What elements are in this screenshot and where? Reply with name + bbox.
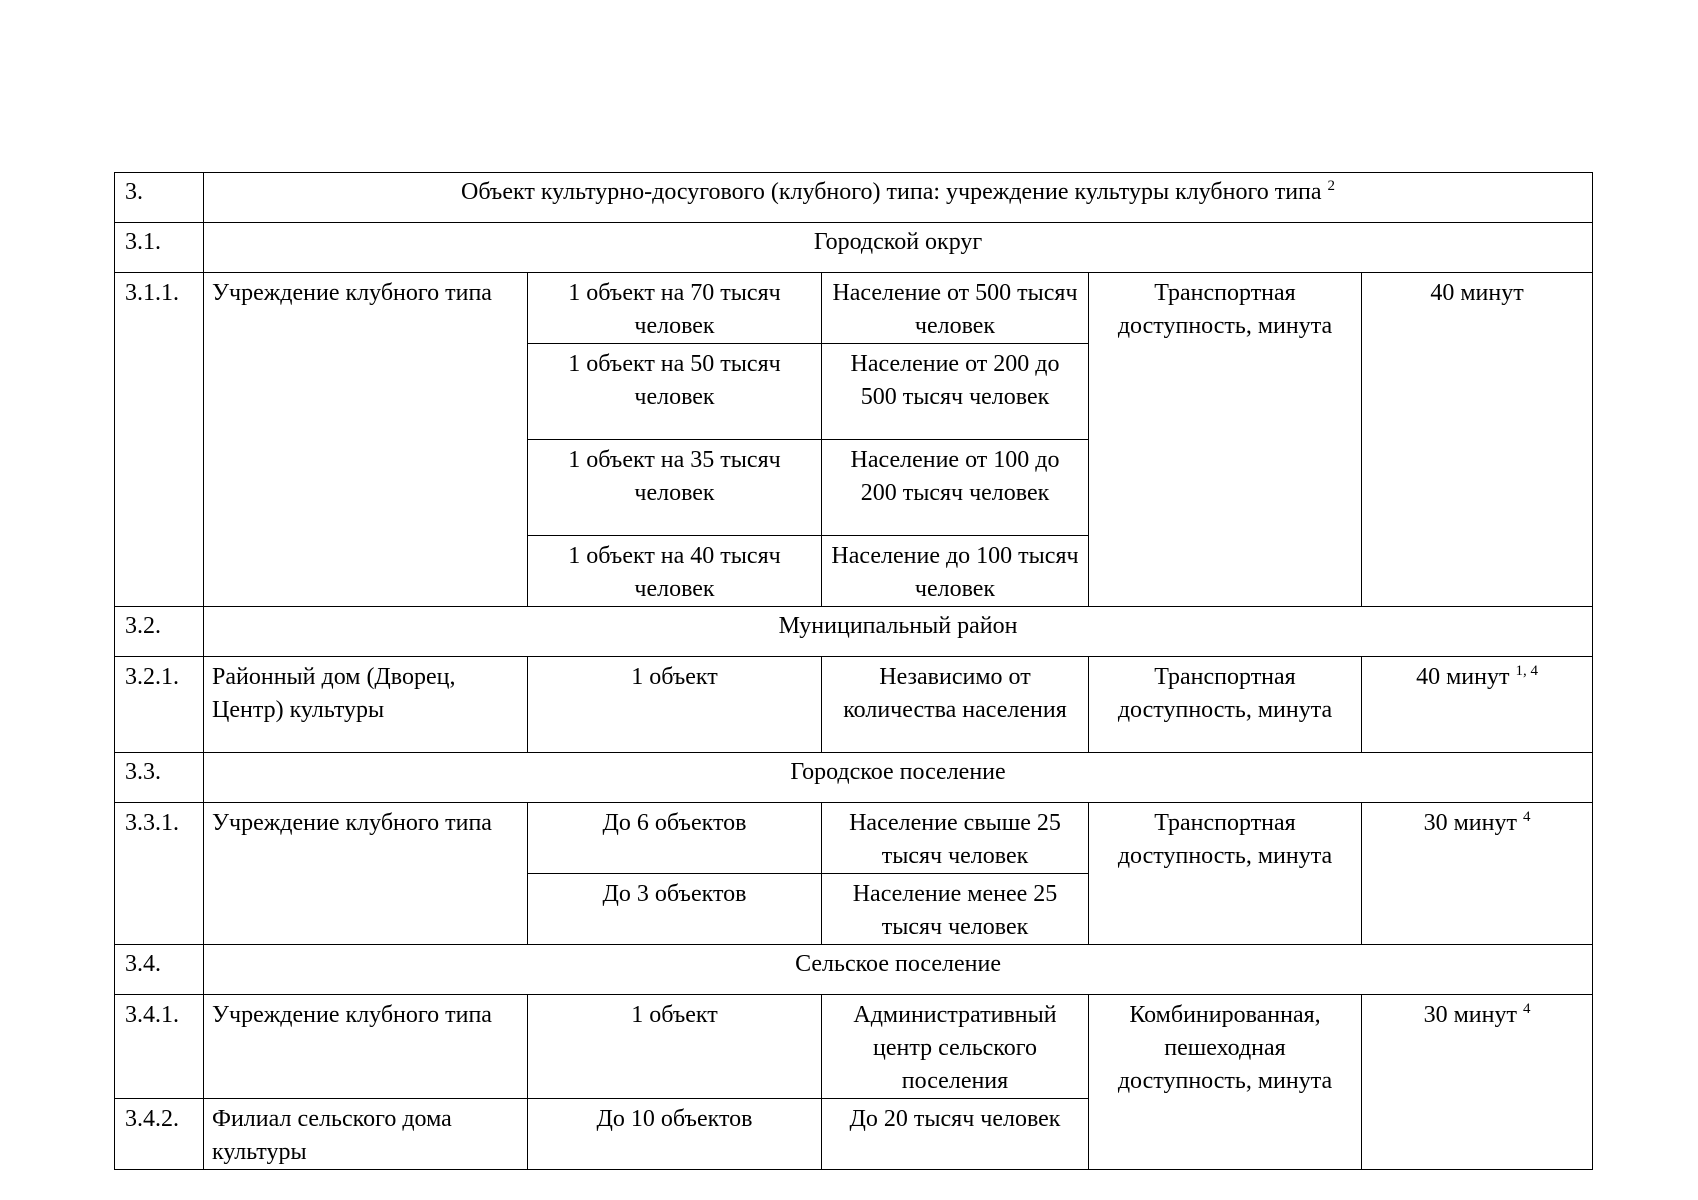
section-title-footnote: 2: [1327, 178, 1336, 194]
item-time-cell: [1362, 803, 1593, 945]
item-name: Филиал сельского дома культуры: [204, 1099, 528, 1170]
item-norm: До 6 объектов: [528, 803, 822, 874]
standards-table: [114, 172, 1593, 1170]
item-norm: 1 объект на 70 тысяч человек: [528, 273, 822, 344]
item-time: 30 минут: [1423, 810, 1517, 836]
section-number: 3.: [115, 173, 204, 223]
section-header-row: [115, 173, 1593, 223]
item-condition: Население от 100 до 200 тысяч человек: [822, 440, 1089, 536]
item-condition: Независимо от количества населения: [822, 657, 1089, 753]
item-time-footnote: 4: [1522, 1001, 1531, 1017]
section-title-cell: [204, 173, 1593, 223]
item-number: 3.1.1.: [115, 273, 204, 607]
item-condition: Население до 100 тысяч человек: [822, 536, 1089, 607]
item-time: 40 минут: [1430, 280, 1524, 306]
item-name: Районный дом (Дворец, Центр) культуры: [204, 657, 528, 753]
item-norm: 1 объект на 40 тысяч человек: [528, 536, 822, 607]
item-access: Транспортная доступность, минута: [1089, 273, 1362, 607]
table-row: [115, 803, 1593, 874]
item-norm: 1 объект на 35 тысяч человек: [528, 440, 822, 536]
item-time-footnote: 4: [1522, 809, 1531, 825]
item-time-footnote: 1, 4: [1515, 663, 1538, 679]
item-name: Учреждение клубного типа: [204, 803, 528, 945]
item-condition: Административный центр сельского поселения: [822, 995, 1089, 1099]
item-access: Транспортная доступность, минута: [1089, 803, 1362, 945]
group-number: 3.4.: [115, 945, 204, 995]
item-time-cell: [1362, 657, 1593, 753]
group-header-row: [115, 945, 1593, 995]
item-condition: Население менее 25 тысяч человек: [822, 874, 1089, 945]
item-time-cell: [1362, 995, 1593, 1170]
table-row: [115, 657, 1593, 753]
group-header-row: [115, 223, 1593, 273]
item-name: Учреждение клубного типа: [204, 995, 528, 1099]
group-title: Сельское поселение: [204, 945, 1593, 995]
group-header-row: [115, 607, 1593, 657]
group-title: Городской округ: [204, 223, 1593, 273]
item-condition: Население от 200 до 500 тысяч человек: [822, 344, 1089, 440]
group-title: Городское поселение: [204, 753, 1593, 803]
item-access: Транспортная доступность, минута: [1089, 657, 1362, 753]
item-norm: До 3 объектов: [528, 874, 822, 945]
group-number: 3.3.: [115, 753, 204, 803]
item-time: 40 минут: [1416, 664, 1510, 690]
table-row: [115, 995, 1593, 1099]
group-number: 3.1.: [115, 223, 204, 273]
item-condition: До 20 тысяч человек: [822, 1099, 1089, 1170]
item-time: 30 минут: [1423, 1002, 1517, 1028]
item-norm: До 10 объектов: [528, 1099, 822, 1170]
section-title: Объект культурно-досугового (клубного) типа: учреждение культуры клубного типа: [460, 179, 1322, 205]
group-header-row: [115, 753, 1593, 803]
item-norm: 1 объект: [528, 995, 822, 1099]
item-time-cell: [1362, 273, 1593, 607]
item-name: Учреждение клубного типа: [204, 273, 528, 607]
item-norm: 1 объект: [528, 657, 822, 753]
item-number: 3.4.2.: [115, 1099, 204, 1170]
item-number: 3.2.1.: [115, 657, 204, 753]
item-access: Комбинированная, пешеходная доступность, минута: [1089, 995, 1362, 1170]
item-number: 3.4.1.: [115, 995, 204, 1099]
item-condition: Население от 500 тысяч человек: [822, 273, 1089, 344]
item-norm: 1 объект на 50 тысяч человек: [528, 344, 822, 440]
table-row: [115, 273, 1593, 344]
group-number: 3.2.: [115, 607, 204, 657]
item-condition: Население свыше 25 тысяч человек: [822, 803, 1089, 874]
group-title: Муниципальный район: [204, 607, 1593, 657]
item-number: 3.3.1.: [115, 803, 204, 945]
